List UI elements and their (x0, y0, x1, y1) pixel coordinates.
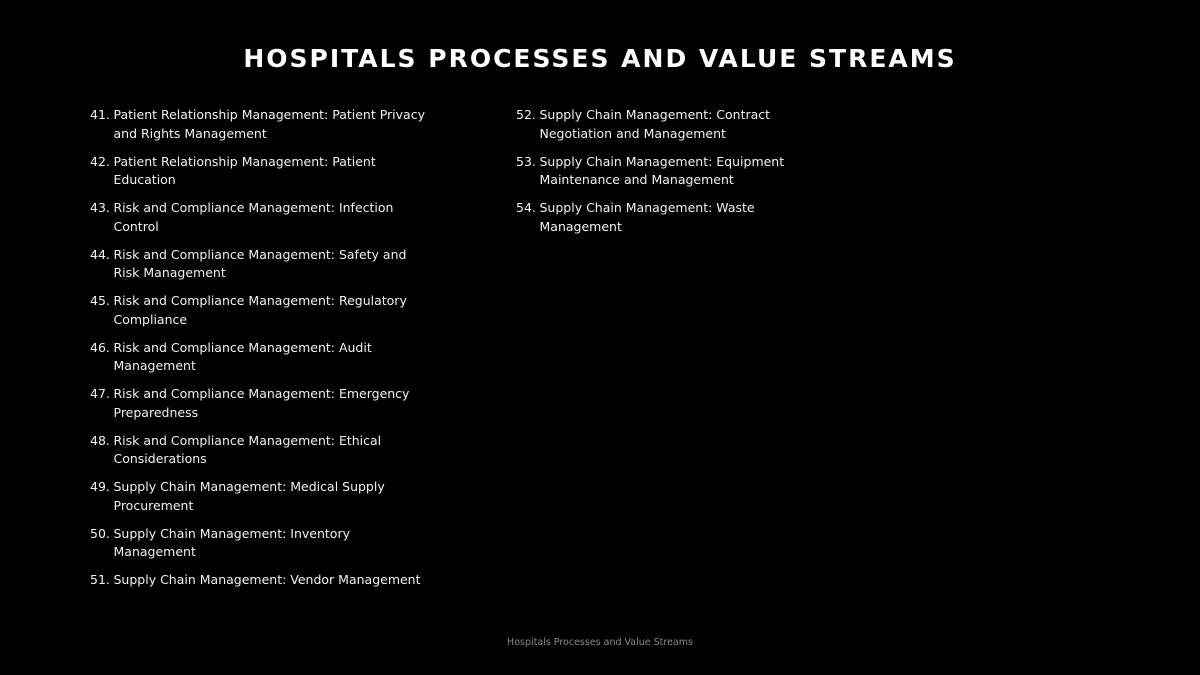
list-item (516, 199, 816, 236)
process-list-right (516, 106, 816, 246)
item-text: Supply Chain Management: Equipment Maintenance and Management (539, 153, 785, 187)
slide-footer: Hospitals Processes and Value Streams (507, 637, 693, 648)
item-number: 50. (90, 525, 110, 541)
list-item (90, 339, 430, 376)
item-number: 49. (90, 479, 110, 494)
list-item (90, 199, 430, 236)
item-text: Risk and Compliance Management: Regulatory Compliance (113, 293, 407, 327)
item-text: Risk and Compliance Management: Infection Control (113, 200, 394, 234)
item-text: Supply Chain Management: Waste Management (539, 200, 755, 234)
item-number: 51. (90, 572, 110, 587)
list-item (516, 106, 816, 143)
item-number: 54. (516, 200, 536, 215)
item-text: Supply Chain Management: Inventory Management (113, 525, 350, 559)
list-item (90, 478, 430, 515)
page-title: HOSPITALS PROCESSES AND VALUE STREAMS (243, 44, 957, 73)
list-item (90, 385, 430, 422)
item-number: 52. (516, 107, 536, 122)
item-text: Patient Relationship Management: Patient Privacy and Rights Management (113, 107, 425, 141)
list-item (90, 246, 430, 283)
item-text: Risk and Compliance Management: Audit Management (113, 339, 372, 373)
list-item (90, 292, 430, 329)
list-item (90, 106, 430, 143)
list-item (90, 153, 430, 190)
item-text: Supply Chain Management: Vendor Management (113, 572, 421, 587)
item-number: 46. (90, 339, 110, 355)
item-number: 44. (90, 246, 110, 262)
item-number: 47. (90, 386, 110, 401)
list-item (90, 432, 430, 469)
item-text: Supply Chain Management: Medical Supply Procurement (113, 479, 385, 513)
item-text: Risk and Compliance Management: Emergency Preparedness (113, 386, 410, 420)
item-number: 41. (90, 107, 110, 122)
item-text: Risk and Compliance Management: Ethical Considerations (113, 432, 382, 466)
item-number: 53. (516, 153, 536, 169)
list-item (90, 525, 430, 562)
item-text: Supply Chain Management: Contract Negotiation and Management (539, 107, 771, 141)
item-number: 43. (90, 200, 110, 215)
list-item (516, 153, 816, 190)
list-item (90, 571, 430, 590)
item-text: Risk and Compliance Management: Safety and Risk Management (113, 246, 407, 280)
item-number: 45. (90, 293, 110, 308)
item-number: 48. (90, 432, 110, 448)
item-text: Patient Relationship Management: Patient Education (113, 153, 376, 187)
item-number: 42. (90, 153, 110, 169)
process-list-left (90, 106, 430, 599)
